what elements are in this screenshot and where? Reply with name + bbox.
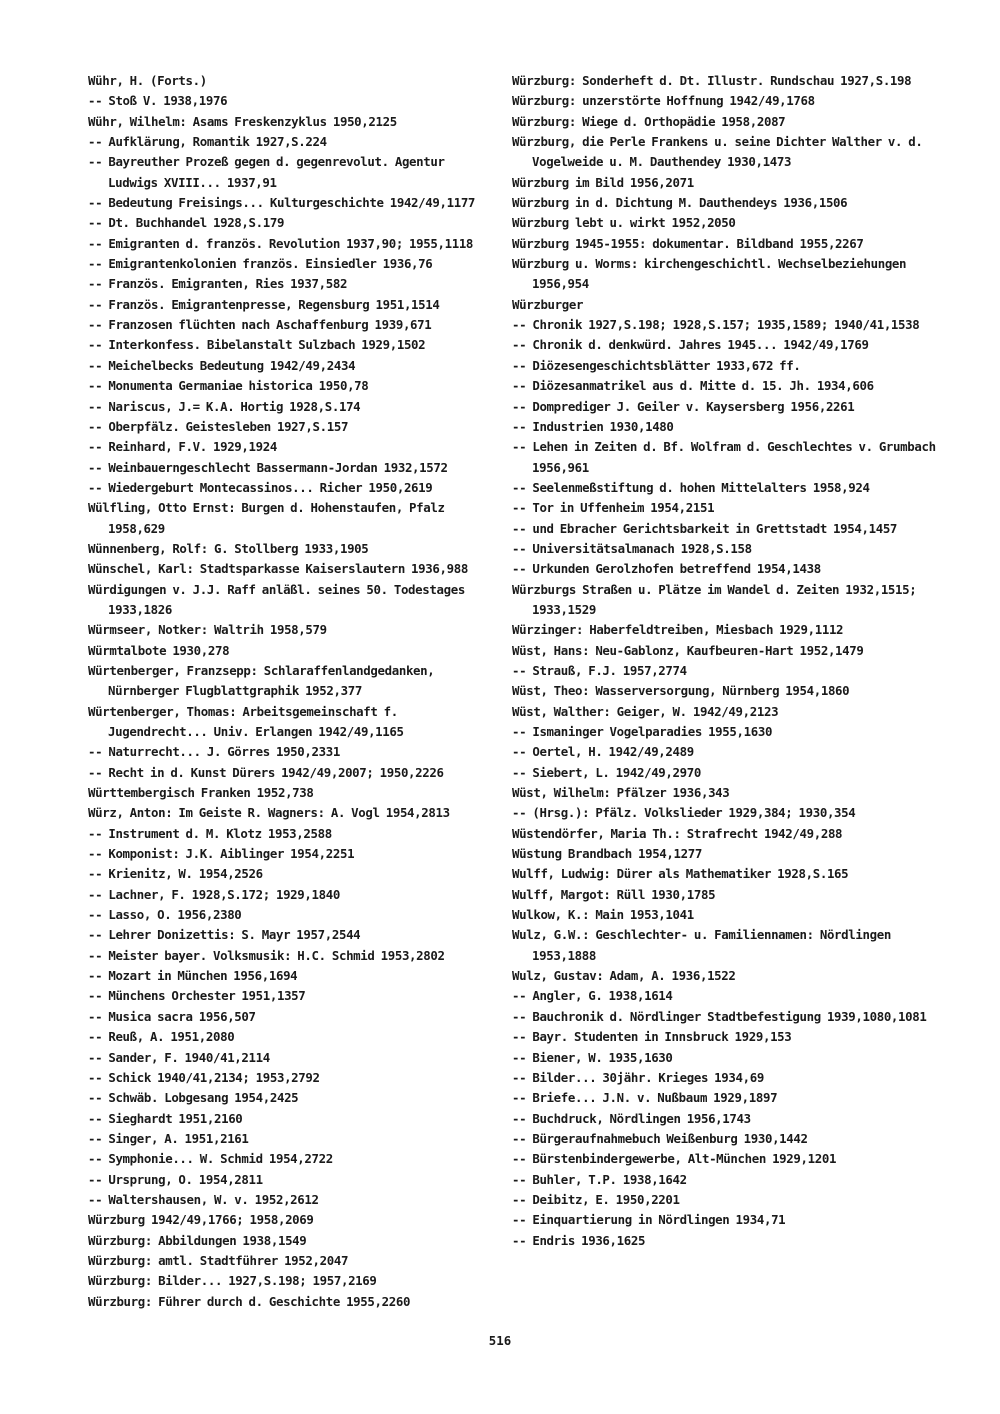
index-entry: Würzburg: Führer durch d. Geschichte 1955,2260 (88, 1293, 411, 1309)
index-entry: Wulz, G.W.: Geschlechter- u. Familiennamen: Nördlingen 1953,1888 (512, 927, 891, 963)
index-entry: Würmtalbote 1930,278 (88, 642, 230, 658)
index-entry: Wulkow, K.: Main 1953,1041 (512, 907, 694, 923)
index-entry: Wulff, Margot: Rüll 1930,1785 (512, 886, 716, 902)
index-entry: -- Diözesengeschichtsblätter 1933,672 ff. (512, 357, 801, 373)
index-entry: -- Singer, A. 1951,2161 (88, 1130, 249, 1146)
index-entry: -- Musica sacra 1956,507 (88, 1008, 256, 1024)
index-entry: -- Meichelbecks Bedeutung 1942/49,2434 (88, 357, 356, 373)
index-entry: -- Lehrer Donizettis: S. Mayr 1957,2544 (88, 927, 361, 943)
index-entry: Würzinger: Haberfeldtreiben, Miesbach 1929,1112 (512, 622, 844, 638)
index-entry: -- Symphonie... W. Schmid 1954,2722 (88, 1151, 333, 1167)
index-entry: -- Wiedergeburt Montecassinos... Richer 1950,2619 (88, 479, 433, 495)
index-entry: -- Weinbauerngeschlecht Bassermann-Jordan 1932,1572 (88, 459, 448, 475)
index-entry: Wüst, Theo: Wasserversorgung, Nürnberg 1954,1860 (512, 683, 850, 699)
index-entry: -- Bauchronik d. Nördlinger Stadtbefestigung 1939,1080,1081 (512, 1008, 927, 1024)
index-entry: Würzburg lebt u. wirkt 1952,2050 (512, 215, 736, 231)
index-entry: -- Universitätsalmanach 1928,S.158 (512, 540, 752, 556)
index-entry: -- Briefe... J.N. v. Nußbaum 1929,1897 (512, 1090, 778, 1106)
index-entry: -- Schick 1940/41,2134; 1953,2792 (88, 1069, 320, 1085)
index-entry: -- Lachner, F. 1928,S.172; 1929,1840 (88, 886, 340, 902)
index-entry: Wulff, Ludwig: Dürer als Mathematiker 1928,S.165 (512, 866, 849, 882)
index-entry: -- Mozart in München 1956,1694 (88, 968, 298, 984)
index-entry: Würzburg 1942/49,1766; 1958,2069 (88, 1212, 314, 1228)
index-entry: -- Reuß, A. 1951,2080 (88, 1029, 235, 1045)
index-entry: Wühr, H. (Forts.) (88, 73, 207, 88)
index-entry: -- Buchdruck, Nördlingen 1956,1743 (512, 1110, 751, 1126)
index-entry: -- Münchens Orchester 1951,1357 (88, 988, 306, 1004)
index-entry: -- Interkonfess. Bibelanstalt Sulzbach 1929,1502 (88, 337, 426, 353)
index-entry: -- Diözesanmatrikel aus d. Mitte d. 15. Jh. 1934,606 (512, 378, 874, 394)
index-entry: Wünschel, Karl: Stadtsparkasse Kaiserslautern 1936,988 (88, 561, 468, 577)
index-entry: Würzburg: Abbildungen 1938,1549 (88, 1232, 307, 1248)
index-entry: -- Franzosen flüchten nach Aschaffenburg 1939,671 (88, 317, 432, 333)
index-entry: -- Sieghardt 1951,2160 (88, 1110, 243, 1126)
index-entry: -- Nariscus, J.= K.A. Hortig 1928,S.174 (88, 398, 361, 414)
index-entry: -- Meister bayer. Volksmusik: H.C. Schmid 1953,2802 (88, 947, 445, 963)
index-entry: -- Sander, F. 1940/41,2114 (88, 1049, 270, 1065)
index-column-right (512, 71, 942, 1251)
index-entry: Würdigungen v. J.J. Raff anläßl. seines 50. Todestages 1933,1826 (88, 581, 465, 617)
index-entry: -- Recht in d. Kunst Dürers 1942/49,2007; 1950,2226 (88, 764, 444, 780)
index-entry: -- Lasso, O. 1956,2380 (88, 907, 242, 923)
index-entry: -- Tor in Uffenheim 1954,2151 (512, 500, 715, 516)
index-entry: -- Schwäb. Lobgesang 1954,2425 (88, 1090, 299, 1106)
index-entry: Würzburg: amtl. Stadtführer 1952,2047 (88, 1252, 349, 1268)
index-entry: -- Einquartierung in Nördlingen 1934,71 (512, 1212, 786, 1228)
index-entry: Würzburg: Bilder... 1927,S.198; 1957,2169 (88, 1273, 377, 1289)
index-entry: Wülfling, Otto Ernst: Burgen d. Hohenstaufen, Pfalz 1958,629 (88, 500, 445, 536)
index-entry: -- Stoß V. 1938,1976 (88, 93, 228, 109)
index-entry: -- Monumenta Germaniae historica 1950,78 (88, 378, 369, 394)
index-entry: -- Oertel, H. 1942/49,2489 (512, 744, 694, 760)
index-entry: -- Industrien 1930,1480 (512, 418, 674, 434)
index-entry: -- Ismaninger Vogelparadies 1955,1630 (512, 724, 773, 739)
index-entry: -- Naturrecht... J. Görres 1950,2331 (88, 744, 340, 760)
index-entry: -- Lehen in Zeiten d. Bf. Wolfram d. Geschlechtes v. Grumbach 1956,961 (512, 439, 936, 475)
index-entry: -- Waltershausen, W. v. 1952,2612 (88, 1191, 319, 1207)
index-entry: -- Chronik d. denkwürd. Jahres 1945... 1942/49,1769 (512, 337, 869, 353)
index-entry: Würtenberger, Thomas: Arbeitsgemeinschaft f. Jugendrecht... Univ. Erlangen 1942/49,1165 (88, 703, 404, 739)
index-entry: Würmseer, Notker: Waltrih 1958,579 (88, 622, 327, 638)
index-entry: -- Bürgeraufnahmebuch Weißenburg 1930,1442 (512, 1130, 808, 1146)
index-entry: -- (Hrsg.): Pfälz. Volkslieder 1929,384; 1930,354 (512, 805, 856, 821)
index-entry: -- Emigranten d. französ. Revolution 1937,90; 1955,1118 (88, 235, 474, 251)
index-entry: Würzburg, die Perle Frankens u. seine Dichter Walther v. d. Vogelweide u. M. Dauthendey 1930,1473 (512, 134, 923, 170)
index-entry: -- Bedeutung Freisings... Kulturgeschichte 1942/49,1177 (88, 195, 476, 211)
index-entry: -- Endris 1936,1625 (512, 1232, 646, 1248)
index-entry: -- Krienitz, W. 1954,2526 (88, 866, 263, 882)
index-entry: -- Emigrantenkolonien französ. Einsiedler 1936,76 (88, 256, 433, 272)
index-entry: Wulz, Gustav: Adam, A. 1936,1522 (512, 968, 736, 984)
index-entry: -- Deibitz, E. 1950,2201 (512, 1191, 680, 1207)
index-entry: -- Buhler, T.P. 1938,1642 (512, 1171, 687, 1187)
index-entry: -- Bürstenbindergewerbe, Alt-München 1929,1201 (512, 1151, 837, 1167)
index-entry: -- Chronik 1927,S.198; 1928,S.157; 1935,1589; 1940/41,1538 (512, 317, 920, 333)
page-number: 516 (488, 1333, 512, 1348)
index-entry: Würzburg 1945-1955: dokumentar. Bildband 1955,2267 (512, 235, 864, 251)
index-entry: -- Seelenmeßstiftung d. hohen Mittelalters 1958,924 (512, 479, 870, 495)
index-column-left (88, 71, 498, 1312)
index-entry: -- Instrument d. M. Klotz 1953,2588 (88, 825, 332, 841)
index-entry: -- Domprediger J. Geiler v. Kaysersberg 1956,2261 (512, 398, 855, 414)
index-entry: -- Komponist: J.K. Aiblinger 1954,2251 (88, 846, 355, 862)
index-entry: Würtenberger, Franzsepp: Schlaraffenlandgedanken, Nürnberger Flugblattgraphik 1952,377 (88, 662, 435, 699)
index-entry: Würzburger (512, 296, 584, 312)
index-entry: -- Siebert, L. 1942/49,2970 (512, 764, 701, 780)
index-entry: -- Angler, G. 1938,1614 (512, 988, 673, 1004)
index-entry: -- Dt. Buchhandel 1928,S.179 (88, 215, 285, 231)
index-entry: -- Französ. Emigranten, Ries 1937,582 (88, 276, 348, 292)
index-entry: Wüst, Walther: Geiger, W. 1942/49,2123 (512, 703, 779, 719)
index-entry: Würzburg: Wiege d. Orthopädie 1958,2087 (512, 113, 786, 129)
index-entry: Würzburg im Bild 1956,2071 (512, 174, 694, 190)
index-entry: -- Urkunden Gerolzhofen betreffend 1954,1438 (512, 561, 821, 577)
index-entry: Würzburg: unzerstörte Hoffnung 1942/49,1768 (512, 93, 815, 109)
index-entry: -- Französ. Emigrantenpresse, Regensburg 1951,1514 (88, 296, 440, 312)
index-entry: -- Reinhard, F.V. 1929,1924 (88, 439, 277, 455)
index-entry: Würz, Anton: Im Geiste R. Wagners: A. Vogl 1954,2813 (88, 805, 450, 821)
index-entry: Württembergisch Franken 1952,738 (88, 785, 314, 801)
index-entry: -- Bayreuther Prozeß gegen d. gegenrevolut. Agentur Ludwigs XVIII... 1937,91 (88, 154, 445, 190)
index-entry: -- Oberpfälz. Geistesleben 1927,S.157 (88, 418, 349, 434)
index-entry: -- und Ebracher Gerichtsbarkeit in Grettstadt 1954,1457 (512, 520, 898, 536)
index-entry: -- Ursprung, O. 1954,2811 (88, 1171, 263, 1187)
index-entry: Wüstendörfer, Maria Th.: Strafrecht 1942/49,288 (512, 825, 843, 841)
index-entry: -- Strauß, F.J. 1957,2774 (512, 662, 687, 678)
index-entry: -- Bilder... 30jähr. Krieges 1934,69 (512, 1069, 764, 1085)
index-entry: -- Biener, W. 1935,1630 (512, 1049, 673, 1065)
index-entry: Würzburgs Straßen u. Plätze im Wandel d. Zeiten 1932,1515; 1933,1529 (512, 581, 917, 617)
index-entry: Wühr, Wilhelm: Asams Freskenzyklus 1950,2125 (88, 113, 397, 129)
index-entry: Würzburg: Sonderheft d. Dt. Illustr. Rundschau 1927,S.198 (512, 73, 912, 88)
index-entry: Würzburg in d. Dichtung M. Dauthendeys 1936,1506 (512, 195, 848, 211)
index-entry: Wüst, Hans: Neu-Gablonz, Kaufbeuren-Hart 1952,1479 (512, 642, 864, 658)
index-entry: Würzburg u. Worms: kirchengeschichtl. Wechselbeziehungen 1956,954 (512, 256, 907, 292)
index-entry: Wünnenberg, Rolf: G. Stollberg 1933,1905 (88, 540, 369, 556)
index-entry: -- Bayr. Studenten in Innsbruck 1929,153 (512, 1029, 792, 1045)
index-entry: Wüst, Wilhelm: Pfälzer 1936,343 (512, 785, 730, 801)
index-entry: Wüstung Brandbach 1954,1277 (512, 846, 702, 862)
index-entry: -- Aufklärung, Romantik 1927,S.224 (88, 134, 327, 150)
